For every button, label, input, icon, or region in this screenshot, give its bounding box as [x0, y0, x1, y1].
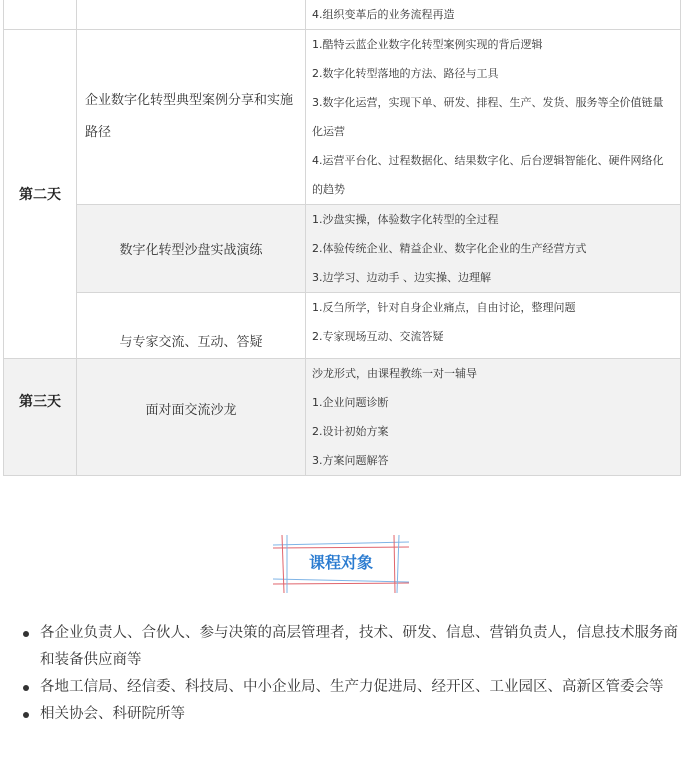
session-topic: 企业数字化转型典型案例分享和实施路径	[77, 30, 306, 205]
schedule-row	[4, 293, 681, 359]
list-item: 相关协会、科研院所等	[22, 701, 682, 728]
item-text: 2.数字化转型落地的方法、路径与工具	[312, 67, 499, 80]
item-text: 1.酷特云蓝企业数字化转型案例实现的背后逻辑	[312, 38, 543, 51]
item-text: 3.数字化运营，实现下单、研发、排程、生产、发货、服务等全价值链量化运营	[312, 96, 664, 138]
day-label: 第二天	[4, 30, 77, 359]
schedule-row	[4, 359, 681, 476]
day-cell-empty	[4, 0, 77, 30]
day-label: 第三天	[4, 359, 77, 476]
item-text: 2.设计初始方案	[312, 425, 389, 438]
item-text: 2.专家现场互动、交流答疑	[312, 330, 444, 343]
item-text: 1.沙盘实操，体验数字化转型的全过程	[312, 213, 499, 226]
item-text: 2.体验传统企业、精益企业、数字化企业的生产经营方式	[312, 242, 587, 255]
schedule-row	[4, 30, 681, 205]
schedule-row-fragment	[4, 0, 681, 30]
topic-cell-empty	[77, 0, 306, 30]
section-title: 课程对象	[308, 553, 373, 572]
item-text: 3.边学习、边动手 、边实操、边理解	[312, 271, 491, 284]
schedule-table	[3, 0, 681, 476]
schedule-row	[4, 205, 681, 293]
session-items	[306, 205, 681, 293]
list-item: 各企业负责人、合伙人、参与决策的高层管理者，技术、研发、信息、营销负责人，信息技术服务商和装备供应商等	[22, 620, 682, 674]
item-text: 1.反刍所学，针对自身企业痛点，自由讨论，整理问题	[312, 301, 576, 314]
audience-list	[22, 620, 682, 728]
item-text: 1.企业问题诊断	[312, 396, 389, 409]
item-text: 4.组织变革后的业务流程再造	[312, 8, 455, 21]
session-items	[306, 293, 681, 359]
items-cell	[306, 0, 681, 30]
item-text: 3.方案问题解答	[312, 454, 389, 467]
section-title-badge	[271, 533, 411, 595]
session-topic: 面对面交流沙龙	[77, 359, 306, 476]
session-topic: 与专家交流、互动、答疑	[77, 293, 306, 359]
session-items	[306, 30, 681, 205]
list-item: 各地工信局、经信委、科技局、中小企业局、生产力促进局、经开区、工业园区、高新区管委会等	[22, 674, 682, 701]
item-text: 4.运营平台化、过程数据化、结果数字化、后台逻辑智能化、硬件网络化的趋势	[312, 154, 664, 196]
session-topic: 数字化转型沙盘实战演练	[77, 205, 306, 293]
item-text: 沙龙形式，由课程教练一对一辅导	[312, 367, 477, 380]
session-items	[306, 359, 681, 476]
